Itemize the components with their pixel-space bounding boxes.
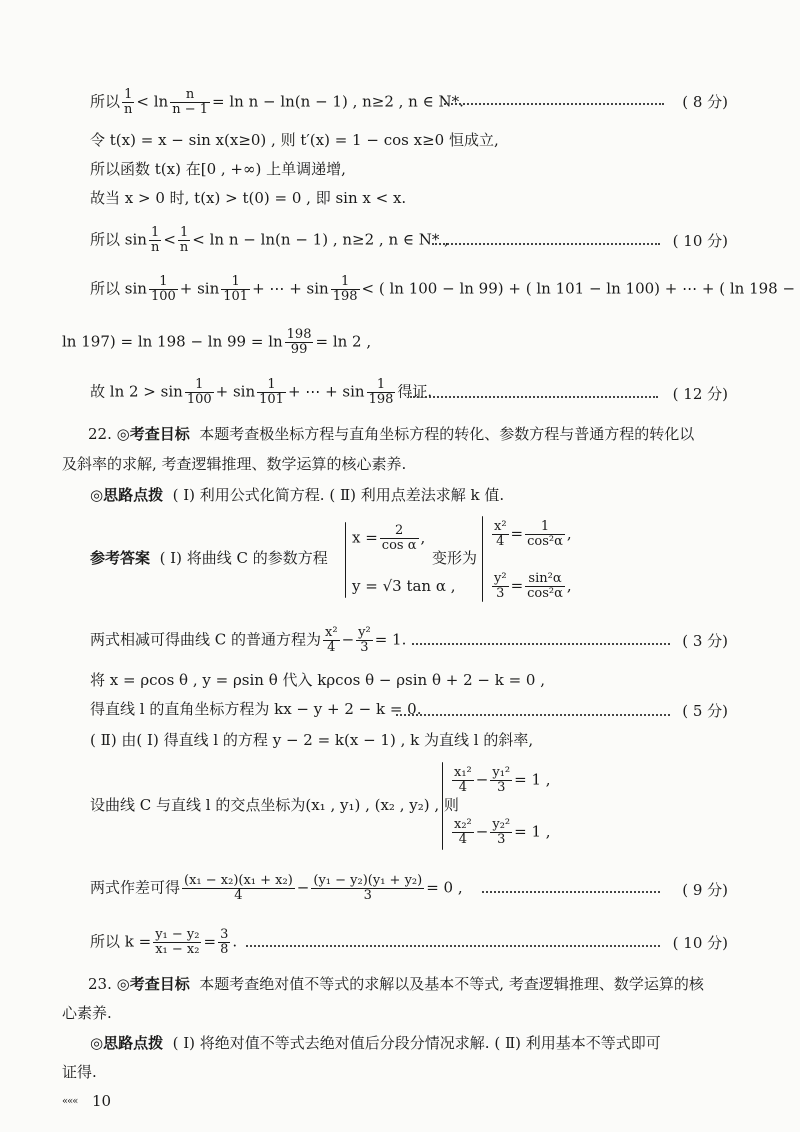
brace	[345, 522, 346, 598]
proof-line-8: 故 ln 2 > sin $\frac{1}{100}$ + sin $\frac{1}{101}$ + ⋯ + sin $\frac{1}{198}$ 得证.	[90, 377, 433, 407]
intersect-text: 设曲线 C 与直线 l 的交点坐标为(x₁ , y₁) , (x₂ , y₂) , 则	[90, 796, 459, 814]
general-equation: 两式相减可得曲线 C 的普通方程为 $\frac{\text{x²}}{4}$ − $\frac{\text{y²}}{3}$ = 1.	[90, 625, 407, 655]
score: ( 10 分)	[672, 934, 728, 952]
q23-hint: ◎思路点拨 ( Ⅰ) 将绝对值不等式去绝对值后分段分情况求解. ( Ⅱ) 利用基本不等式即可	[90, 1034, 661, 1052]
leader-dots	[432, 241, 660, 245]
param-y: y = √3 tan α ,	[352, 577, 456, 595]
brace	[442, 762, 443, 850]
proof-line-5: 所以 sin $\frac{1}{n}$ < $\frac{1}{n}$ < ln n − ln(n − 1) , n≥2 , n ∈ N* ,	[90, 225, 449, 255]
transformed-eq-1: $\frac{\text{x²}}{4}$ = $\frac{1}{\text{cos²α}}$ ,	[494, 519, 572, 549]
q23-objective-cont: 心素养.	[62, 1004, 112, 1022]
page-number: 10	[92, 1092, 112, 1110]
proof-line-4: 故当 x > 0 时, t(x) > t(0) = 0 , 即 sin x < x.	[90, 189, 407, 207]
rect-equation: 得直线 l 的直角坐标方程为 kx − y + 2 − k = 0.	[90, 700, 422, 718]
leader-dots	[412, 641, 670, 645]
score: ( 9 分)	[682, 881, 728, 899]
leader-dots	[482, 889, 660, 893]
q22-answer-intro: 参考答案 ( Ⅰ) 将曲线 C 的参数方程	[90, 549, 328, 567]
q23-hint-cont: 证得.	[62, 1063, 97, 1081]
polar-substitution: 将 x = ρcos θ , y = ρsin θ 代入 kρcos θ − ρsin θ + 2 − k = 0 ,	[90, 671, 546, 689]
fraction: $\frac{n}{n - 1}$	[172, 87, 208, 117]
part2-line: ( Ⅱ) 由( Ⅰ) 得直线 l 的方程 y − 2 = k(x − 1) , k 为直线 l 的斜率,	[90, 731, 534, 749]
brace	[482, 516, 483, 602]
proof-line-3: 所以函数 t(x) 在[0 , +∞) 上单调递增,	[90, 160, 346, 178]
leader-dots	[246, 943, 660, 947]
score: ( 12 分)	[672, 385, 728, 403]
score: ( 8 分)	[682, 93, 728, 111]
transformed-eq-2: $\frac{\text{y²}}{3}$ = $\frac{\text{sin²α}}{\text{cos²α}}$ ,	[494, 571, 572, 601]
score: ( 3 分)	[682, 632, 728, 650]
proof-line-7: ln 197) = ln 198 − ln 99 = ln $\frac{198}{99}$ = ln 2 ,	[62, 327, 372, 357]
leader-dots	[396, 712, 670, 716]
q22-hint: ◎思路点拨 ( Ⅰ) 利用公式化简方程. ( Ⅱ) 利用点差法求解 k 值.	[90, 486, 505, 504]
fraction: $\frac{1}{n}$	[124, 87, 133, 117]
q23-objective: 23. ◎考查目标 本题考查绝对值不等式的求解以及基本不等式, 考查逻辑推理、数学运算的核	[88, 975, 704, 993]
leader-dots	[444, 101, 664, 105]
system-eq-2: $\frac{\text{x₂²}}{4}$ − $\frac{\text{y₂²}}{3}$ = 1 ,	[454, 817, 551, 847]
param-x: x = $\frac{2}{\text{cos α}}$ ,	[352, 523, 426, 553]
difference-equation: 两式作差可得 $\frac{\text{(x₁ − x₂)(x₁ + x₂)}}{4}$ − $\frac{\text{(y₁ − y₂)(y₁ + y₂)}}{3}$ = 0 ,	[90, 873, 463, 903]
proof-line-6: 所以 sin $\frac{1}{100}$ + sin $\frac{1}{101}$ + ⋯ + sin $\frac{1}{198}$ < ( ln 100 − ln 99) + ( ln 101 − ln 100) + ⋯ + ( ln 198 −	[90, 274, 796, 304]
transform-label: 变形为	[432, 549, 478, 567]
proof-line-1: 所以 $\frac{1}{n}$ < ln $\frac{n}{n - 1}$ = ln n − ln(n − 1) , n≥2 , n ∈ N*.	[90, 87, 464, 117]
k-result: 所以 k = $\frac{\text{y₁ − y₂}}{\text{x₁ − x₂}}$ = $\frac{3}{8}$ .	[90, 927, 238, 957]
leader-dots	[410, 394, 658, 398]
footer-mark: «««	[62, 1096, 78, 1107]
proof-line-2: 令 t(x) = x − sin x(x≥0) , 则 t′(x) = 1 − cos x≥0 恒成立,	[90, 131, 499, 149]
score: ( 5 分)	[682, 702, 728, 720]
q22-objective: 22. ◎考查目标 本题考查极坐标方程与直角坐标方程的转化、参数方程与普通方程的转化以	[88, 425, 695, 443]
score: ( 10 分)	[672, 232, 728, 250]
q22-objective-cont: 及斜率的求解, 考查逻辑推理、数学运算的核心素养.	[62, 455, 407, 473]
system-eq-1: $\frac{\text{x₁²}}{4}$ − $\frac{\text{y₁²}}{3}$ = 1 ,	[454, 765, 551, 795]
